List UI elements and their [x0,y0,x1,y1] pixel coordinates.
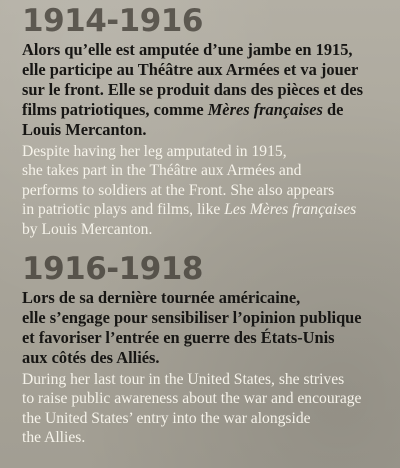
english-line: the United States’ entry into the war alongside [22,409,311,427]
english-paragraph [22,142,397,239]
french-line: sur le front. Elle se produit dans des pièces et des [22,80,364,99]
english-line: in patriotic plays and films, like Les Mères françaises [22,201,357,219]
french-line: films patriotiques, comme Mères françaises de [22,100,344,119]
french-line: elle participe au Théâtre aux Armées et va jouer [22,60,359,79]
english-paragraph [22,370,397,448]
section-heading: 1914-1916 [22,3,203,39]
french-line: Louis Mercanton. [22,120,147,139]
section-1916-1918 [0,252,400,448]
section-heading: 1916-1918 [22,251,203,287]
english-line: During her last tour in the United States, she strives [22,371,345,388]
english-line: to raise public awareness about the war and encourage [22,390,362,408]
english-line: by Louis Mercanton. [22,220,153,238]
french-line: Lors de sa dernière tournée américaine, [22,288,301,307]
french-line: et favoriser l’entrée en guerre des États-Unis [22,328,335,347]
french-paragraph [22,288,397,368]
english-line: performs to soldiers at the Front. She also appears [22,181,335,199]
english-line: Despite having her leg amputated in 1915, [22,143,287,160]
section-1914-1916 [0,4,400,239]
film-title: Mères françaises [207,100,323,119]
english-line: she takes part in the Théâtre aux Armées and [22,162,302,180]
french-line: aux côtés des Alliés. [22,348,160,367]
french-line: elle s’engage pour sensibiliser l’opinion publique [22,308,362,327]
english-line: the Allies. [22,429,86,447]
film-title: Les Mères françaises [224,201,357,219]
french-paragraph [22,40,397,140]
french-line: Alors qu’elle est amputée d’une jambe en 1915, [22,40,353,59]
